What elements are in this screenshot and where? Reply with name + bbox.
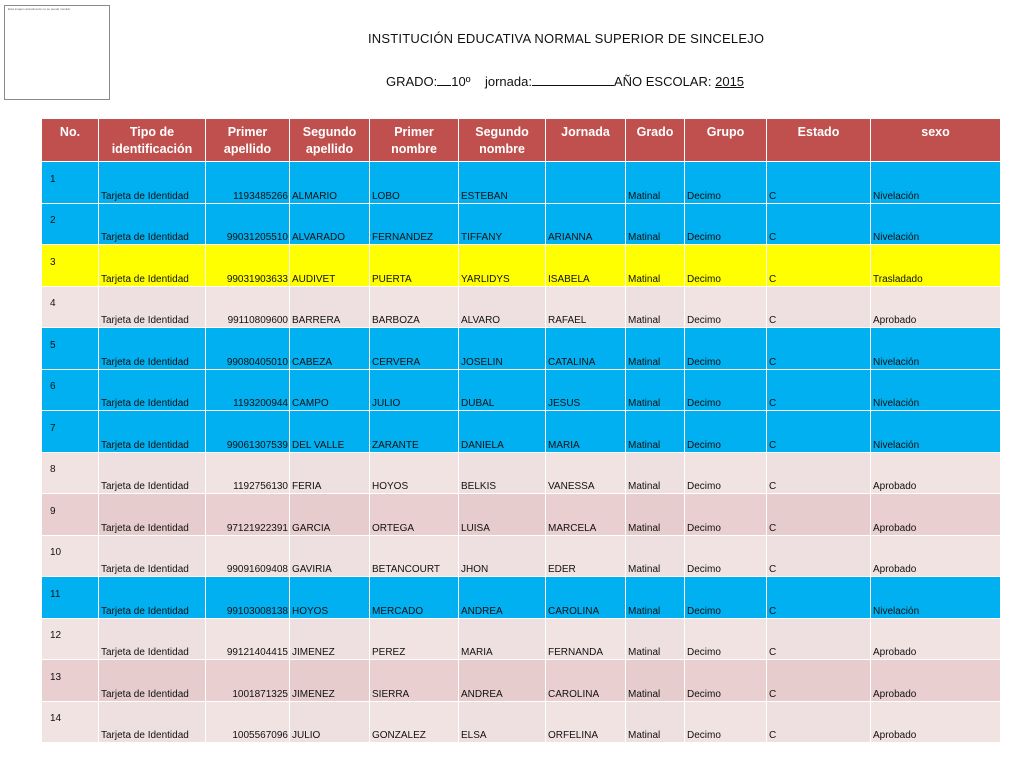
cell-jornada[interactable]: Matinal — [626, 162, 685, 204]
cell-apellido2[interactable]: CERVERA — [370, 328, 459, 370]
column-header-segundo-apellido[interactable]: Segundo apellido — [290, 119, 370, 162]
table-row[interactable] — [42, 411, 1001, 453]
cell-jornada[interactable]: Matinal — [626, 535, 685, 577]
cell-jornada[interactable]: Matinal — [626, 494, 685, 536]
cell-grupo[interactable]: C — [767, 203, 871, 245]
cell-apellido1[interactable]: CAMPO — [290, 369, 370, 411]
column-header-sexo[interactable]: sexo — [871, 119, 1001, 162]
cell-id[interactable]: 99061307539 — [206, 411, 290, 453]
cell-grado[interactable]: Decimo — [685, 162, 767, 204]
cell-grado[interactable]: Decimo — [685, 701, 767, 743]
cell-nombre2[interactable]: RAFAEL — [546, 286, 626, 328]
cell-apellido2[interactable]: FERNANDEZ — [370, 203, 459, 245]
column-header-no[interactable]: No. — [42, 119, 99, 162]
grade-value: 10º — [451, 74, 471, 89]
cell-nombre2[interactable]: FERNANDA — [546, 618, 626, 660]
cell-apellido1[interactable]: ALVARADO — [290, 203, 370, 245]
cell-apellido1[interactable]: JIMENEZ — [290, 660, 370, 702]
cell-no[interactable]: 12 — [42, 618, 99, 660]
cell-nombre1[interactable]: MARIA — [459, 618, 546, 660]
cell-tipo[interactable]: Tarjeta de Identidad — [99, 369, 206, 411]
cell-apellido2[interactable]: HOYOS — [370, 452, 459, 494]
jornada-blank-line — [532, 74, 614, 86]
cell-estado[interactable]: Nivelación — [871, 162, 1001, 204]
cell-id[interactable]: 99103008138 — [206, 577, 290, 619]
cell-estado[interactable]: Aprobado — [871, 535, 1001, 577]
column-header-estado[interactable]: Estado — [767, 119, 871, 162]
table-row[interactable] — [42, 162, 1001, 204]
cell-nombre2[interactable]: MARCELA — [546, 494, 626, 536]
cell-nombre1[interactable]: JHON — [459, 535, 546, 577]
cell-nombre2[interactable]: JESUS — [546, 369, 626, 411]
cell-nombre2[interactable]: EDER — [546, 535, 626, 577]
cell-grado[interactable]: Decimo — [685, 452, 767, 494]
school-logo-placeholder — [4, 5, 110, 100]
cell-grado[interactable]: Decimo — [685, 494, 767, 536]
cell-grupo[interactable]: C — [767, 701, 871, 743]
cell-grado[interactable]: Decimo — [685, 411, 767, 453]
cell-nombre2[interactable]: ORFELINA — [546, 701, 626, 743]
cell-grado[interactable]: Decimo — [685, 245, 767, 287]
cell-grupo[interactable]: C — [767, 286, 871, 328]
institution-title: INSTITUCIÓN EDUCATIVA NORMAL SUPERIOR DE SINCELEJO — [368, 31, 765, 46]
cell-apellido1[interactable]: JIMENEZ — [290, 618, 370, 660]
cell-estado[interactable]: Aprobado — [871, 452, 1001, 494]
table-row[interactable] — [42, 494, 1001, 536]
table-row[interactable] — [42, 577, 1001, 619]
cell-tipo[interactable]: Tarjeta de Identidad — [99, 494, 206, 536]
cell-id[interactable]: 99080405010 — [206, 328, 290, 370]
cell-grupo[interactable]: C — [767, 162, 871, 204]
cell-jornada[interactable]: Matinal — [626, 203, 685, 245]
cell-apellido2[interactable]: GONZALEZ — [370, 701, 459, 743]
cell-nombre2[interactable]: VANESSA — [546, 452, 626, 494]
cell-estado[interactable]: Nivelación — [871, 577, 1001, 619]
cell-nombre1[interactable]: ANDREA — [459, 577, 546, 619]
cell-id[interactable]: 99031903633 — [206, 245, 290, 287]
column-header-grado[interactable]: Grado — [626, 119, 685, 162]
cell-grado[interactable]: Decimo — [685, 328, 767, 370]
cell-grado[interactable]: Decimo — [685, 286, 767, 328]
cell-grupo[interactable]: C — [767, 577, 871, 619]
table-row[interactable] — [42, 535, 1001, 577]
column-header-grupo[interactable]: Grupo — [685, 119, 767, 162]
column-header-primer-nombre[interactable]: Primer nombre — [370, 119, 459, 162]
cell-estado[interactable]: Nivelación — [871, 369, 1001, 411]
cell-tipo[interactable]: Tarjeta de Identidad — [99, 577, 206, 619]
cell-estado[interactable]: Aprobado — [871, 660, 1001, 702]
cell-no[interactable]: 7 — [42, 411, 99, 453]
cell-nombre1[interactable]: ANDREA — [459, 660, 546, 702]
cell-grupo[interactable]: C — [767, 411, 871, 453]
cell-jornada[interactable]: Matinal — [626, 618, 685, 660]
table-row[interactable] — [42, 452, 1001, 494]
cell-no[interactable]: 10 — [42, 535, 99, 577]
table-row[interactable] — [42, 369, 1001, 411]
cell-tipo[interactable]: Tarjeta de Identidad — [99, 452, 206, 494]
cell-apellido1[interactable]: AUDIVET — [290, 245, 370, 287]
cell-jornada[interactable]: Matinal — [626, 577, 685, 619]
cell-tipo[interactable]: Tarjeta de Identidad — [99, 701, 206, 743]
cell-apellido2[interactable]: SIERRA — [370, 660, 459, 702]
cell-no[interactable]: 6 — [42, 369, 99, 411]
cell-nombre1[interactable]: YARLIDYS — [459, 245, 546, 287]
cell-nombre2[interactable]: ARIANNA — [546, 203, 626, 245]
cell-no[interactable]: 11 — [42, 577, 99, 619]
cell-id[interactable]: 99110809600 — [206, 286, 290, 328]
cell-nombre2[interactable]: CATALINA — [546, 328, 626, 370]
cell-apellido1[interactable]: FERIA — [290, 452, 370, 494]
grade-blank-line — [437, 74, 451, 86]
cell-tipo[interactable]: Tarjeta de Identidad — [99, 411, 206, 453]
cell-jornada[interactable]: Matinal — [626, 411, 685, 453]
cell-apellido1[interactable]: DEL VALLE — [290, 411, 370, 453]
cell-id[interactable]: 1192756130 — [206, 452, 290, 494]
cell-grupo[interactable]: C — [767, 369, 871, 411]
column-header-primer-apellido[interactable]: Primer apellido — [206, 119, 290, 162]
table-body — [42, 162, 1001, 743]
cell-grupo[interactable]: C — [767, 660, 871, 702]
cell-apellido2[interactable]: BETANCOURT — [370, 535, 459, 577]
cell-id[interactable]: 1193485266 — [206, 162, 290, 204]
cell-nombre1[interactable]: ESTEBAN — [459, 162, 546, 204]
cell-nombre2[interactable] — [546, 162, 626, 204]
broken-image-text: Esta imagen actualmente no se puede mostrar. — [8, 7, 71, 11]
cell-apellido1[interactable]: CABEZA — [290, 328, 370, 370]
cell-tipo[interactable]: Tarjeta de Identidad — [99, 618, 206, 660]
cell-nombre1[interactable]: ELSA — [459, 701, 546, 743]
cell-grupo[interactable]: C — [767, 452, 871, 494]
cell-jornada[interactable]: Matinal — [626, 328, 685, 370]
table-row[interactable] — [42, 286, 1001, 328]
cell-grupo[interactable]: C — [767, 245, 871, 287]
cell-nombre1[interactable]: LUISA — [459, 494, 546, 536]
cell-estado[interactable]: Nivelación — [871, 411, 1001, 453]
cell-tipo[interactable]: Tarjeta de Identidad — [99, 203, 206, 245]
cell-estado[interactable]: Aprobado — [871, 494, 1001, 536]
cell-jornada[interactable]: Matinal — [626, 701, 685, 743]
cell-nombre1[interactable]: JOSELIN — [459, 328, 546, 370]
cell-tipo[interactable]: Tarjeta de Identidad — [99, 286, 206, 328]
cell-grado[interactable]: Decimo — [685, 660, 767, 702]
cell-nombre1[interactable]: DANIELA — [459, 411, 546, 453]
cell-apellido2[interactable]: ZARANTE — [370, 411, 459, 453]
cell-grado[interactable]: Decimo — [685, 369, 767, 411]
cell-estado[interactable]: Trasladado — [871, 245, 1001, 287]
column-header-jornada[interactable]: Jornada — [546, 119, 626, 162]
column-header-tipo-identificacion[interactable]: Tipo de identificación — [99, 119, 206, 162]
cell-apellido1[interactable]: ALMARIO — [290, 162, 370, 204]
cell-nombre1[interactable]: ALVARO — [459, 286, 546, 328]
jornada-label: jornada: — [484, 74, 532, 89]
cell-tipo[interactable]: Tarjeta de Identidad — [99, 660, 206, 702]
cell-tipo[interactable]: Tarjeta de Identidad — [99, 162, 206, 204]
table-header-row — [42, 119, 1001, 162]
cell-apellido1[interactable]: GAVIRIA — [290, 535, 370, 577]
cell-no[interactable]: 9 — [42, 494, 99, 536]
cell-nombre1[interactable]: BELKIS — [459, 452, 546, 494]
cell-nombre2[interactable]: CAROLINA — [546, 660, 626, 702]
cell-apellido2[interactable]: JULIO — [370, 369, 459, 411]
cell-jornada[interactable]: Matinal — [626, 286, 685, 328]
cell-apellido2[interactable]: PEREZ — [370, 618, 459, 660]
table-row[interactable] — [42, 245, 1001, 287]
cell-no[interactable]: 1 — [42, 162, 99, 204]
year-label: AÑO ESCOLAR: — [613, 74, 712, 89]
cell-grupo[interactable]: C — [767, 328, 871, 370]
cell-grado[interactable]: Decimo — [685, 535, 767, 577]
cell-apellido1[interactable]: HOYOS — [290, 577, 370, 619]
cell-tipo[interactable]: Tarjeta de Identidad — [99, 535, 206, 577]
cell-nombre1[interactable]: TIFFANY — [459, 203, 546, 245]
cell-apellido2[interactable]: LOBO — [370, 162, 459, 204]
cell-id[interactable]: 99031205510 — [206, 203, 290, 245]
cell-jornada[interactable]: Matinal — [626, 245, 685, 287]
cell-nombre1[interactable]: DUBAL — [459, 369, 546, 411]
cell-jornada[interactable]: Matinal — [626, 369, 685, 411]
table-row[interactable] — [42, 660, 1001, 702]
cell-jornada[interactable]: Matinal — [626, 660, 685, 702]
cell-estado[interactable]: Nivelación — [871, 203, 1001, 245]
cell-apellido1[interactable]: JULIO — [290, 701, 370, 743]
cell-tipo[interactable]: Tarjeta de Identidad — [99, 245, 206, 287]
cell-estado[interactable]: Nivelación — [871, 328, 1001, 370]
document-subtitle — [386, 74, 744, 89]
cell-no[interactable]: 4 — [42, 286, 99, 328]
cell-no[interactable]: 8 — [42, 452, 99, 494]
cell-grupo[interactable]: C — [767, 494, 871, 536]
cell-no[interactable]: 13 — [42, 660, 99, 702]
cell-jornada[interactable]: Matinal — [626, 452, 685, 494]
cell-id[interactable]: 99121404415 — [206, 618, 290, 660]
table-row[interactable] — [42, 203, 1001, 245]
cell-id[interactable]: 1001871325 — [206, 660, 290, 702]
cell-id[interactable]: 1193200944 — [206, 369, 290, 411]
year-value: 2015 — [715, 74, 745, 89]
cell-id[interactable]: 99091609408 — [206, 535, 290, 577]
cell-no[interactable]: 2 — [42, 203, 99, 245]
cell-no[interactable]: 14 — [42, 701, 99, 743]
cell-apellido2[interactable]: PUERTA — [370, 245, 459, 287]
cell-id[interactable]: 1005567096 — [206, 701, 290, 743]
cell-tipo[interactable]: Tarjeta de Identidad — [99, 328, 206, 370]
column-header-segundo-nombre[interactable]: Segundo nombre — [459, 119, 546, 162]
cell-apellido2[interactable]: MERCADO — [370, 577, 459, 619]
cell-estado[interactable]: Aprobado — [871, 701, 1001, 743]
table-row[interactable] — [42, 618, 1001, 660]
cell-nombre2[interactable]: CAROLINA — [546, 577, 626, 619]
cell-no[interactable]: 3 — [42, 245, 99, 287]
cell-estado[interactable]: Aprobado — [871, 618, 1001, 660]
cell-grupo[interactable]: C — [767, 535, 871, 577]
student-roster-table — [41, 118, 1001, 743]
cell-apellido2[interactable]: BARBOZA — [370, 286, 459, 328]
cell-apellido2[interactable]: ORTEGA — [370, 494, 459, 536]
cell-estado[interactable]: Aprobado — [871, 286, 1001, 328]
table-row[interactable] — [42, 701, 1001, 743]
cell-grado[interactable]: Decimo — [685, 618, 767, 660]
cell-grupo[interactable]: C — [767, 618, 871, 660]
cell-nombre2[interactable]: MARIA — [546, 411, 626, 453]
cell-no[interactable]: 5 — [42, 328, 99, 370]
cell-grado[interactable]: Decimo — [685, 577, 767, 619]
cell-grado[interactable]: Decimo — [685, 203, 767, 245]
cell-id[interactable]: 97121922391 — [206, 494, 290, 536]
table-row[interactable] — [42, 328, 1001, 370]
cell-apellido1[interactable]: BARRERA — [290, 286, 370, 328]
cell-apellido1[interactable]: GARCIA — [290, 494, 370, 536]
cell-nombre2[interactable]: ISABELA — [546, 245, 626, 287]
grade-label: GRADO: — [386, 74, 438, 89]
